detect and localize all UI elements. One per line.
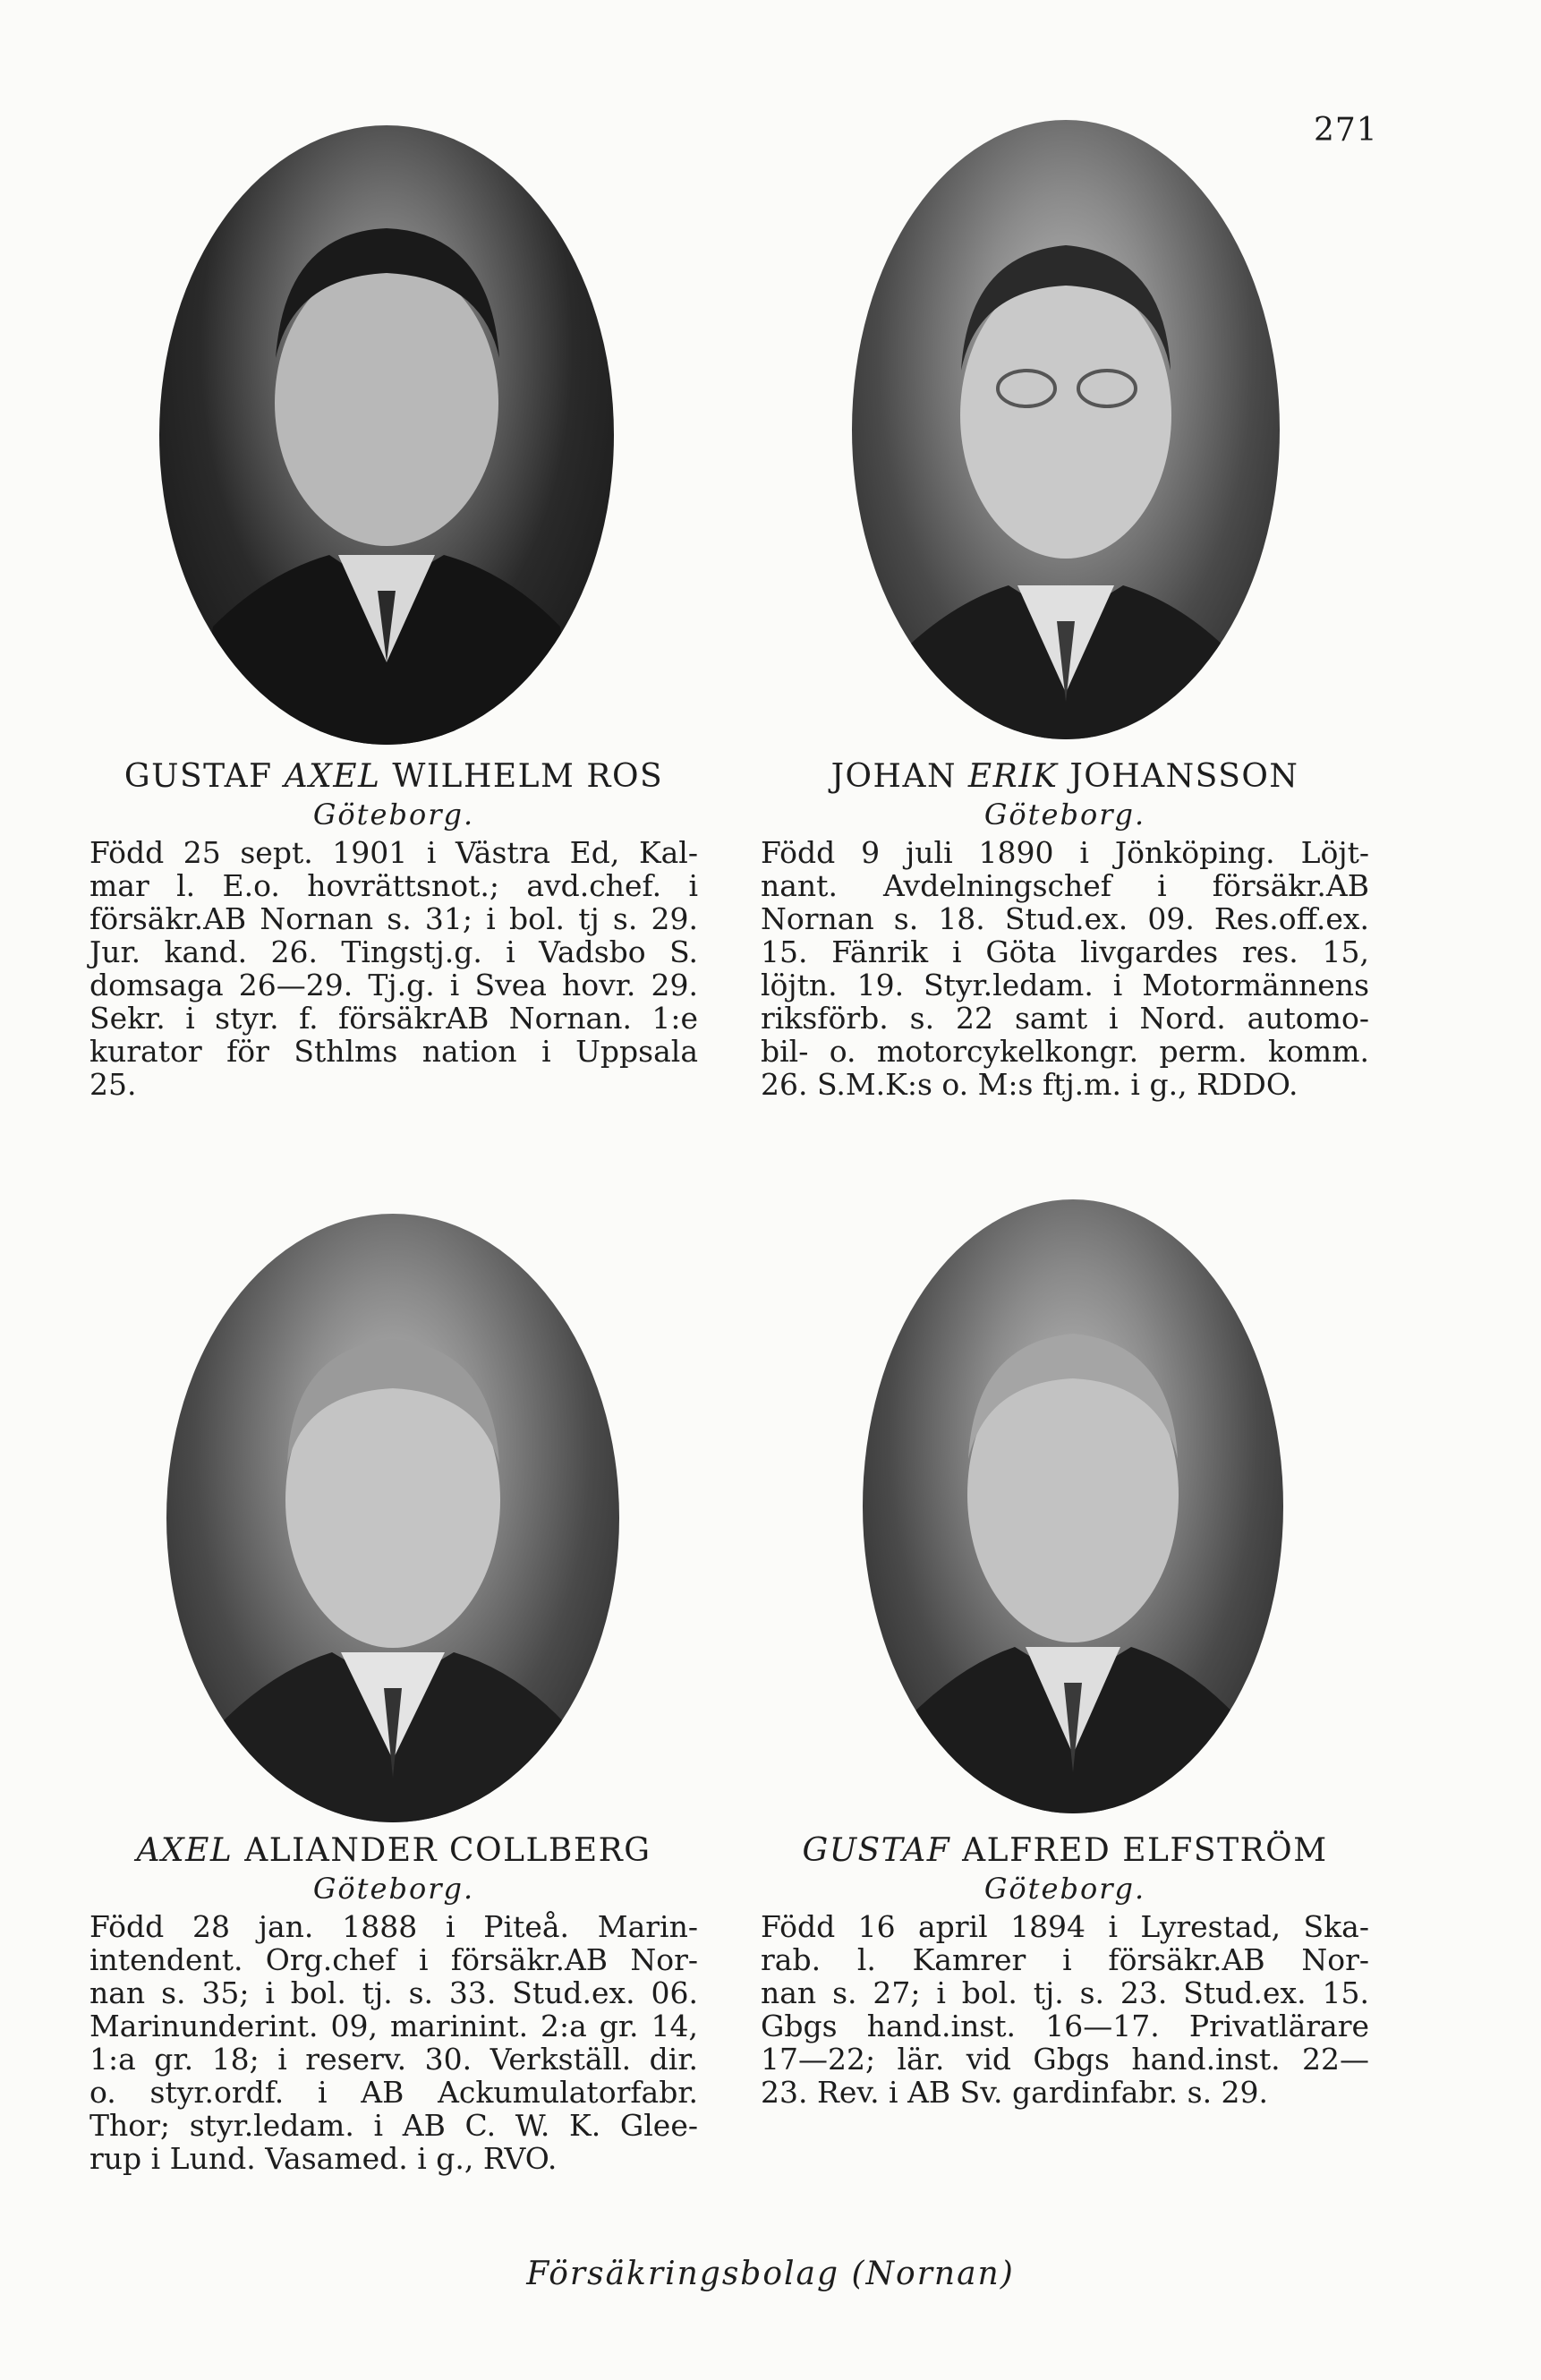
person-name — [89, 759, 698, 795]
bio-line: rup i Lund. Vasamed. i g., RVO. — [89, 2141, 558, 2176]
bio-line: Thor; styr.ledam. i AB C. W. K. Glee- — [89, 2108, 698, 2143]
biography-entry — [89, 1833, 698, 2175]
bio-line: försäkr.AB Nornan s. 31; i bol. tj s. 29. — [89, 901, 698, 936]
portrait-photo — [159, 125, 614, 745]
bio-line: nan s. 35; i bol. tj. s. 33. Stud.ex. 06. — [89, 1975, 698, 2010]
biography-text — [89, 1910, 698, 2175]
bio-line: bil- o. motorcykelkongr. perm. komm. — [761, 1034, 1369, 1069]
biography-text — [761, 1910, 1369, 2109]
name-part: JOHANSSON — [1058, 758, 1299, 795]
name-part-italic: AXEL — [136, 1832, 234, 1869]
bio-line: kurator för Sthlms nation i Uppsala — [89, 1034, 698, 1069]
person-name — [761, 759, 1369, 795]
city: Göteborg. — [983, 798, 1146, 832]
portrait-silhouette-icon — [863, 1199, 1283, 1813]
bio-line: Född 9 juli 1890 i Jönköping. Löjt- — [761, 835, 1369, 870]
bio-line: Sekr. i styr. f. försäkrAB Nornan. 1:e — [89, 1001, 698, 1036]
bio-line: o. styr.ordf. i AB Ackumulatorfabr. — [89, 2075, 698, 2110]
portrait-silhouette-icon — [166, 1214, 619, 1822]
bio-line: 17—22; lär. vid Gbgs hand.inst. 22— — [761, 2042, 1369, 2077]
bio-line: riksförb. s. 22 samt i Nord. automo- — [761, 1001, 1369, 1036]
bio-line: Född 28 jan. 1888 i Piteå. Marin- — [89, 1909, 698, 1944]
city: Göteborg. — [983, 1872, 1146, 1906]
bio-line: nant. Avdelningschef i försäkr.AB — [761, 868, 1369, 903]
city: Göteborg. — [312, 798, 475, 832]
bio-line: mar l. E.o. hovrättsnot.; avd.chef. i — [89, 868, 698, 903]
bio-line: rab. l. Kamrer i försäkr.AB Nor- — [761, 1942, 1369, 1977]
name-part: JOHAN — [830, 758, 968, 795]
biography-text — [89, 836, 698, 1101]
bio-line: Född 25 sept. 1901 i Västra Ed, Kal- — [89, 835, 698, 870]
bio-line: löjtn. 19. Styr.ledam. i Motormännens — [761, 968, 1369, 1002]
name-part-italic: GUSTAF — [802, 1832, 951, 1869]
portrait-photo — [852, 120, 1280, 739]
name-part: ALFRED ELFSTRÖM — [950, 1832, 1328, 1869]
biography-entry — [89, 759, 698, 1101]
bio-line: intendent. Org.chef i försäkr.AB Nor- — [89, 1942, 698, 1977]
bio-line: Nornan s. 18. Stud.ex. 09. Res.off.ex. — [761, 901, 1369, 936]
bio-line: Född 16 april 1894 i Lyrestad, Ska- — [761, 1909, 1369, 1944]
biography-text — [761, 836, 1369, 1101]
portrait-silhouette-icon — [852, 120, 1280, 739]
bio-line: 26. S.M.K:s o. M:s ftj.m. i g., RDDO. — [761, 1067, 1298, 1102]
portrait-photo — [863, 1199, 1283, 1813]
name-part: WILHELM ROS — [380, 758, 664, 795]
person-name — [761, 1833, 1369, 1869]
bio-line: domsaga 26—29. Tj.g. i Svea hovr. 29. — [89, 968, 698, 1002]
person-name — [89, 1833, 698, 1869]
bio-line: Marinunderint. 09, marinint. 2:a gr. 14, — [89, 2009, 698, 2043]
bio-line: 15. Fänrik i Göta livgardes res. 15, — [761, 934, 1369, 969]
name-part-italic: AXEL — [284, 758, 381, 795]
bio-line: Gbgs hand.inst. 16—17. Privatlärare — [761, 2009, 1369, 2043]
bio-line: 25. — [89, 1067, 137, 1102]
biography-entry — [761, 1833, 1369, 2109]
name-part: ALIANDER COLLBERG — [233, 1832, 651, 1869]
name-part: GUSTAF — [123, 758, 285, 795]
name-part-italic: ERIK — [967, 758, 1059, 795]
biography-entry — [761, 759, 1369, 1101]
bio-line: nan s. 27; i bol. tj. s. 23. Stud.ex. 15. — [761, 1975, 1369, 2010]
bio-line: 23. Rev. i AB Sv. gardinfabr. s. 29. — [761, 2075, 1269, 2110]
portrait-silhouette-icon — [159, 125, 614, 745]
page-footer: Försäkringsbolag (Nornan) — [526, 2256, 1015, 2292]
portrait-photo — [166, 1214, 619, 1822]
city: Göteborg. — [312, 1872, 475, 1906]
page-number: 271 — [1314, 112, 1378, 149]
bio-line: Jur. kand. 26. Tingstj.g. i Vadsbo S. — [89, 934, 698, 969]
bio-line: 1:a gr. 18; i reserv. 30. Verkställ. dir. — [89, 2042, 698, 2077]
